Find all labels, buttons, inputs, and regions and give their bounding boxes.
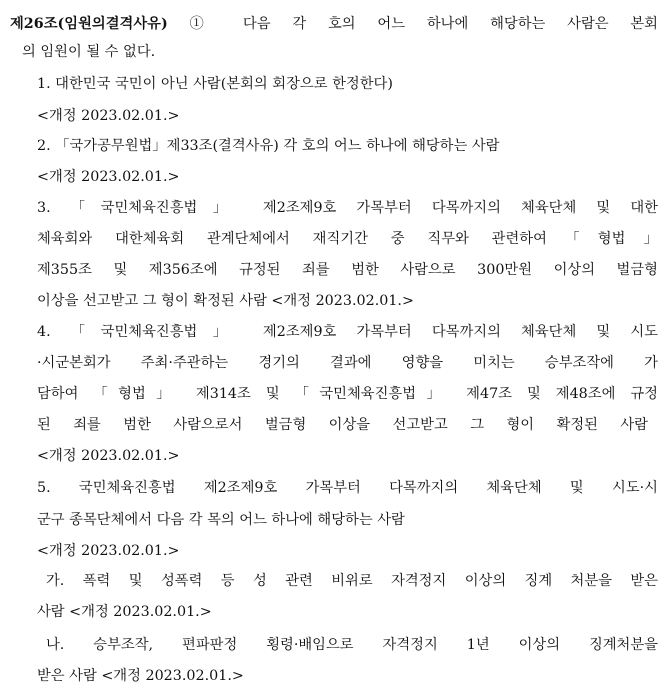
item-5-line-1: 5. 국민체육진흥법 제2조제9호 가목부터 다목까지의 체육단체 및 시도·시 <box>37 480 658 496</box>
item-1-text: 1. 대한민국 국민이 아닌 사람(본회의 회장으로 한정한다) <box>37 76 393 92</box>
subitem-na-line-2: 받은 사람 <개정 2023.02.01.> <box>37 668 244 684</box>
item-2-text: 2. 「국가공무원법」제33조(결격사유) 각 호의 어느 하나에 해당하는 사람 <box>37 138 500 154</box>
item-3-line-1: 3. 「국민체육진흥법」 제2조제9호 가목부터 다목까지의 체육단체 및 대한 <box>37 200 658 216</box>
item-4-line-4: 된 죄를 범한 사람으로서 벌금형 이상을 선고받고 그 형이 확정된 사람 <box>37 417 648 433</box>
article-intro: ① 다음 각 호의 어느 하나에 해당하는 사람은 본회 <box>189 16 658 32</box>
article-title: 제26조(임원의결격사유) <box>10 16 168 32</box>
item-4-amendment: <개정 2023.02.01.> <box>37 448 180 464</box>
item-3-line-4: 이상을 선고받고 그 형이 확정된 사람 <개정 2023.02.01.> <box>37 293 414 309</box>
item-1-amendment: <개정 2023.02.01.> <box>37 108 180 124</box>
article-intro-continued: 의 임원이 될 수 없다. <box>22 44 156 60</box>
item-5-line-2: 군구 종목단체에서 다음 각 목의 어느 하나에 해당하는 사람 <box>37 512 405 528</box>
item-3-line-2: 체육회와 대한체육회 관계단체에서 재직기간 중 직무와 관련하여「형법」 <box>37 231 658 247</box>
item-2-amendment: <개정 2023.02.01.> <box>37 169 180 185</box>
article-heading-line <box>0 9 672 39</box>
subitem-ga-line-1: 가. 폭력 및 성폭력 등 성 관련 비위로 자격정지 이상의 징계 처분을 받은 <box>46 573 658 589</box>
item-4-line-3: 담하여 「형법」 제314조 및 「국민체육진흥법」 제47조 및 제48조에 규정 <box>37 386 658 402</box>
item-5-amendment: <개정 2023.02.01.> <box>37 543 180 559</box>
item-4-line-1: 4. 「국민체육진흥법」 제2조제9호 가목부터 다목까지의 체육단체 및 시도 <box>37 324 658 340</box>
subitem-ga-line-2: 사람 <개정 2023.02.01.> <box>37 604 212 620</box>
subitem-na-line-1: 나. 승부조작, 편파판정 횡령·배임으로 자격정지 1년 이상의 징계처분을 <box>46 637 658 653</box>
item-4-line-2: ·시군본회가 주최·주관하는 경기의 결과에 영향을 미치는 승부조작에 가 <box>37 355 658 371</box>
item-3-line-3: 제355조 및 제356조에 규정된 죄를 범한 사람으로 300만원 이상의 벌금형 <box>37 262 658 278</box>
